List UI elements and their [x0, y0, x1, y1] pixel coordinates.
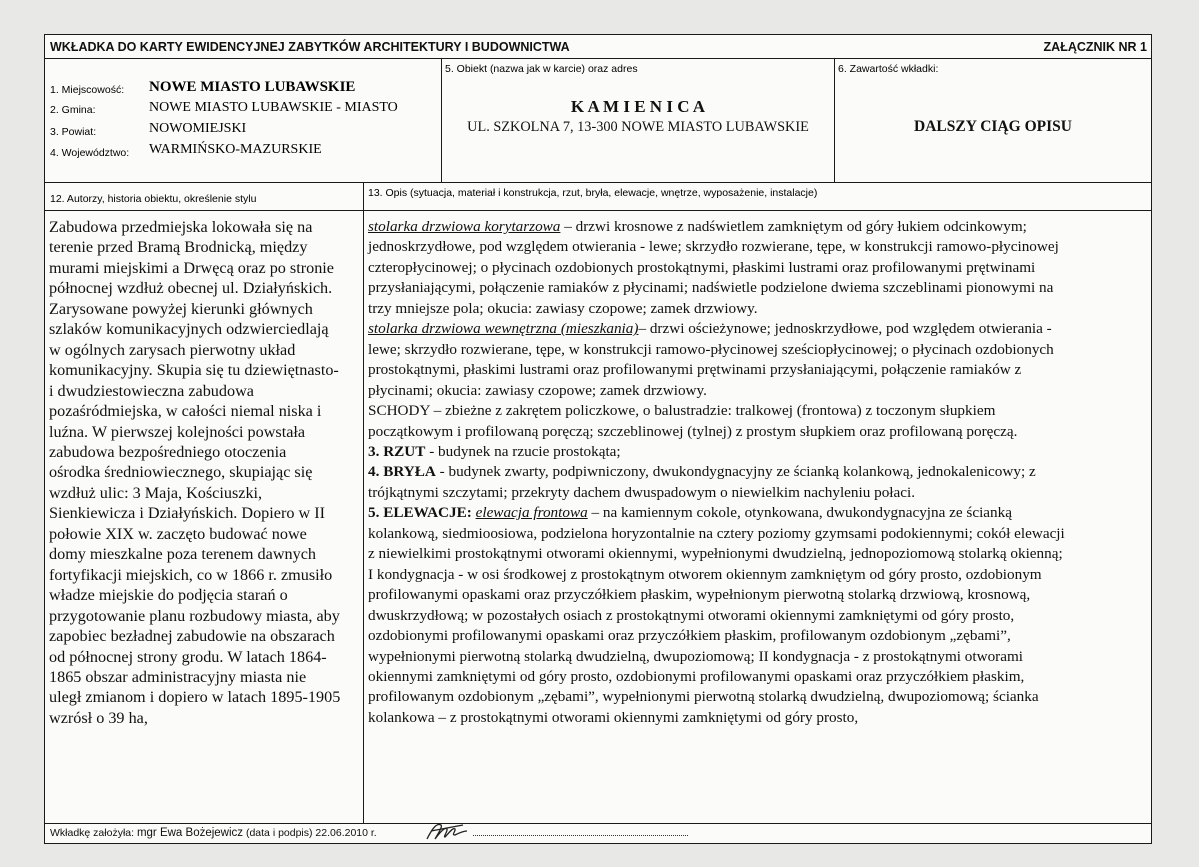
s12-line: północnej wzdłuż obecnej ul. Działyńskich.	[49, 279, 333, 298]
s12-line: w ogólnych zarysach pierwotny układ	[49, 340, 296, 359]
s12-line: przygotowanie planu rozbudowy miasta, aby	[49, 606, 340, 625]
s13-line: profilowanymi opaskami oraz przyczółkiem płaskim, wypełnionym pierwotną stolarką drzwiową, krosnową,	[368, 586, 1031, 604]
s12-line: 1865 obszar administracyjny miasta nie	[49, 667, 307, 686]
s13-line: dwuskrzydłową; w pozostałych osiach z prostokątnymi otworami okiennymi zamkniętymi od góry prosto,	[368, 606, 1015, 624]
signature-line	[473, 835, 688, 836]
gmina-value: NOWE MIASTO LUBAWSKIE - MIASTO	[149, 100, 398, 115]
rzut-heading: 3. RZUT	[368, 442, 426, 460]
s12-line: i dwudziestowieczna zabudowa	[49, 381, 254, 400]
miejscowosc-value: NOWE MIASTO LUBAWSKIE	[149, 79, 356, 95]
s12-line: szlaków komunikacyjnych odzwierciedlają	[49, 320, 329, 339]
s13-line: czteropłycinowej; o płycinach ozdobionych prostokątnymi, płaskimi lustrami oraz profilowanymi prętwinami	[368, 258, 1036, 276]
top-section-divider	[45, 182, 1151, 183]
footer-author: mgr Ewa Bożejewicz	[136, 827, 244, 839]
content-value: DALSZY CIĄG OPISU	[914, 118, 1072, 135]
miejscowosc-label: 1. Miejscowość:	[50, 84, 125, 96]
stolarka-korytarzowa-heading: stolarka drzwiowa korytarzowa	[368, 218, 561, 235]
footer-date: 22.06.2010 r.	[315, 827, 377, 839]
s13-line: 4. BRYŁA - budynek zwarty, podpiwniczony, dwukondygnacyjny ze ścianką kolankową, jednokalenicowy; z	[368, 463, 1036, 481]
s12-line: luźna. W pierwszej kolejności powstała	[49, 422, 306, 441]
stolarka-wewnetrzna-heading: stolarka drzwiowa wewnętrzna (mieszkania)	[368, 320, 639, 338]
s12-line: wzdłuż ulic: 3 Maja, Kościuszki,	[49, 483, 263, 502]
header-divider	[45, 58, 1151, 59]
content-label: 6. Zawartość wkładki:	[838, 63, 939, 75]
footer-line	[50, 827, 377, 839]
col-divider-main	[363, 182, 364, 823]
s13-line: wypełnionymi pierwotną stolarką dwudzielną, dwupoziomową; II kondygnacja - z prostokątnymi otworami	[368, 647, 1024, 665]
s12-line: zabudowa bezpośredniego otoczenia	[49, 442, 287, 461]
object-address: UL. SZKOLNA 7, 13-300 NOWE MIASTO LUBAWSKIE	[467, 119, 809, 135]
footer-sign-label: (data i podpis)	[243, 827, 316, 839]
s12-line: wzrósł o 39 ha,	[49, 708, 148, 727]
section12-label: 12. Autorzy, historia obiektu, określenie stylu	[50, 193, 257, 205]
powiat-label: 3. Powiat:	[50, 126, 97, 138]
s13-line: profilowanym ozdobionym „zębami”, wypełnionymi pierwotną stolarką dwudzielną, dwupoziomową; ścianka	[368, 688, 1039, 706]
s12-line: murami miejskimi a Drwęcą oraz po stronie	[49, 258, 334, 277]
s13-line: I kondygnacja - w osi środkowej z prostokątnym otworem okiennym zamkniętym od góry prosto, ozdobionym	[368, 565, 1042, 583]
s13-line: trójkątnymi szczytami; przekryty dachem dwuspadowym o niewielkim nachyleniu połaci.	[368, 483, 916, 501]
s13-line: prostokątnymi, płaskimi lustrami oraz profilowanymi prętwinami przysłaniającymi, połączenie ramiaków z	[368, 361, 1022, 379]
s12-line: pozaśródmiejska, w całości niemal niska i	[49, 402, 322, 421]
elewacje-heading: 5. ELEWACJE:	[368, 504, 472, 522]
s13-line: kolankową, siedmioosiowa, podzielona horyzontalnie na cztery poziomy gzymsami podokiennymi; cokół elewacji	[368, 524, 1065, 542]
s12-line: uległ zmianom i dopiero w latach 1895-1905	[49, 688, 341, 707]
s13-line: kolankowa – z prostokątnymi otworami okiennymi zamkniętymi od góry prosto,	[368, 708, 859, 726]
footer-prefix: Wkładkę założyła:	[50, 827, 137, 839]
elewacja-frontowa-heading: elewacja frontowa	[475, 504, 588, 522]
s13-line: początkowym i profilowaną poręczą; szczeblinowej (tylnej) z prostym słupkiem oraz profilowaną poręczą.	[368, 422, 1018, 440]
s12-line: Zarysowane powyżej kierunki głównych	[49, 299, 313, 318]
s13-line: stolarka drzwiowa korytarzowa – drzwi krosnowe z nadświetlem zamkniętym od góry łukiem odcinkowym;	[368, 218, 1027, 235]
object-label: 5. Obiekt (nazwa jak w karcie) oraz adres	[445, 63, 638, 75]
section13-text	[368, 217, 1065, 728]
s12-line: władze miejskie do podjęcia starań o	[49, 586, 288, 605]
s13-line: przysłaniającymi, połączenie ramiaków z płycinami; nadświetle podzielone dwiema szczeblinami pionowymi na	[368, 279, 1054, 297]
s13-line: okiennymi zamkniętymi od góry prosto, ozdobionymi profilowanymi opaskami oraz przyczółkiem płaskim,	[368, 667, 1025, 685]
powiat-value: NOWOMIEJSKI	[149, 121, 247, 136]
s13-line: 5. ELEWACJE: elewacja frontowa – na kamiennym cokole, otynkowana, dwukondygnacyjna ze ścianką	[368, 504, 1012, 522]
s12-line: ośrodka średniowiecznego, skupiając się	[49, 463, 313, 482]
s13-line: lewe; skrzydło rozwierane, tępe, w konstrukcji ramowo-płycinowej sześciopłycinowej; o płycinach ozdobionych	[368, 340, 1054, 358]
attachment-number: ZAŁĄCZNIK NR 1	[1043, 40, 1147, 54]
s12-line: terenie przed Bramą Brodnicką, między	[49, 238, 308, 257]
form-title: WKŁADKA DO KARTY EWIDENCYJNEJ ZABYTKÓW ARCHITEKTURY I BUDOWNICTWA	[50, 40, 570, 54]
s13-line: stolarka drzwiowa wewnętrzna (mieszkania)– drzwi ościeżynowe; jednoskrzydłowe, pod względem otwierania -	[368, 320, 1052, 338]
section-header-divider	[45, 210, 1151, 211]
s12-line: fortyfikacji miejskich, co w 1866 r. zmusiło	[49, 565, 333, 584]
gmina-label: 2. Gmina:	[50, 104, 96, 116]
signature-icon	[423, 819, 473, 843]
footer-divider	[45, 823, 1151, 824]
s12-line: domy mieszkalne poza terenem dawnych	[49, 545, 316, 564]
s13-line: z niewielkimi prostokątnymi otworami okiennymi, wypełnionymi dwudzielną, jednopoziomową stolarką okienną;	[368, 545, 1063, 563]
wojewodztwo-value: WARMIŃSKO-MAZURSKIE	[149, 142, 322, 157]
wojewodztwo-label: 4. Województwo:	[50, 147, 130, 159]
s12-line: komunikacyjny. Skupia się tu dziewiętnasto-	[49, 361, 339, 380]
section12-text	[49, 217, 340, 728]
bryla-heading: 4. BRYŁA	[368, 463, 436, 481]
section13-label: 13. Opis (sytuacja, materiał i konstrukcja, rzut, bryła, elewacje, wnętrze, wyposażenie, instalacje)	[368, 187, 818, 199]
s13-line: trzy mniejsze pola; okucia: zawiasy czopowe; zamek drzwiowy.	[368, 299, 758, 317]
s12-line: od północnej strony grodu. W latach 1864-	[49, 647, 327, 666]
s13-line: jednoskrzydłowe, pod względem otwierania - lewe; skrzydło rozwierane, tępe, w konstrukcji ramowo-płycinowej	[368, 238, 1059, 256]
s13-line: 3. RZUT - budynek na rzucie prostokąta;	[368, 442, 621, 460]
s12-line: Sienkiewicza i Działyńskich. Dopiero w II	[49, 504, 326, 523]
s13-line: ozdobionymi profilowanymi opaskami oraz przyczółkiem płaskim, profilowanym ozdobionym „zębami”,	[368, 627, 1011, 645]
s12-line: Zabudowa przedmiejska lokowała się na	[49, 218, 313, 236]
s13-line: płycinami; okucia: zawiasy czopowe; zamek drzwiowy.	[368, 381, 707, 399]
object-name: K A M I E N I C A	[570, 97, 706, 116]
form-sheet	[44, 34, 1152, 844]
s13-line: SCHODY – zbieżne z zakrętem policzkowe, o balustradzie: tralkowej (frontowa) z toczonym słupkiem	[368, 402, 996, 420]
s12-line: połowie XIX w. zaczęto budować nowe	[49, 524, 307, 543]
s12-line: zapobiec bezładnej zabudowie na obszarach	[49, 627, 335, 646]
